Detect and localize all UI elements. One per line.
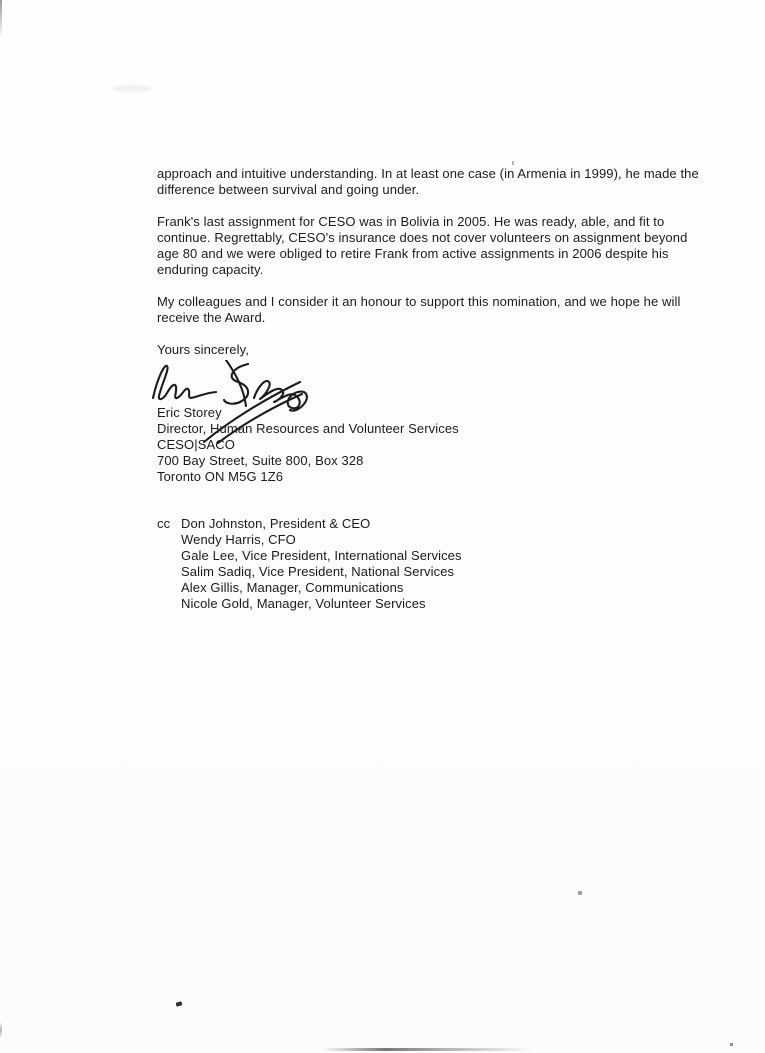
- signer-address-line2: Toronto ON M5G 1Z6: [157, 469, 284, 484]
- cc-recipient: Nicole Gold, Manager, Volunteer Services: [181, 596, 426, 611]
- closing-salutation: Yours sincerely,: [157, 342, 249, 357]
- signer-address-line1: 700 Bay Street, Suite 800, Box 328: [157, 453, 364, 468]
- signer-name: Eric Storey: [157, 405, 222, 420]
- signature-block: [157, 405, 709, 485]
- paragraph-nomination: My colleagues and I consider it an honour to support this nomination, and we hope he will receive the Award.: [157, 294, 681, 325]
- paragraph-assignment: Frank's last assignment for CESO was in Bolivia in 2005. He was ready, able, and fit to continue. Regrettably, CESO's insurance does not cover volunteers on assignment beyond age 80 and we were obliged to retire Frank from active assignments in 2006 despite his enduring capacity.: [157, 214, 688, 277]
- scan-edge-artifact: [0, 0, 2, 38]
- cc-recipient: Don Johnston, President & CEO: [181, 516, 371, 531]
- cc-label: cc: [157, 516, 171, 531]
- cc-recipient: Salim Sadiq, Vice President, National Services: [181, 564, 455, 579]
- letter-body: [157, 166, 709, 612]
- cc-recipient: Gale Lee, Vice President, International Services: [181, 548, 462, 563]
- paragraph-continuation: approach and intuitive understanding. In at least one case (in Armenia in 1999), he made the difference between survival and going under.: [157, 166, 699, 197]
- cc-recipient: Alex Gillis, Manager, Communications: [181, 580, 404, 595]
- scan-speck-artifact: [730, 1043, 733, 1046]
- scan-smudge-artifact: [112, 85, 152, 92]
- signer-organization: CESO|SACO: [157, 437, 235, 452]
- cc-recipient-list: [181, 516, 462, 612]
- signer-title: Director, Human Resources and Volunteer Services: [157, 421, 459, 436]
- cc-block: [157, 516, 709, 612]
- scan-speck-artifact: [512, 161, 514, 165]
- cc-recipient: Wendy Harris, CFO: [181, 532, 296, 547]
- scan-edge-artifact: [0, 1022, 2, 1038]
- scan-bottom-bar-artifact: [322, 1048, 532, 1051]
- scan-speck-artifact: [578, 891, 582, 895]
